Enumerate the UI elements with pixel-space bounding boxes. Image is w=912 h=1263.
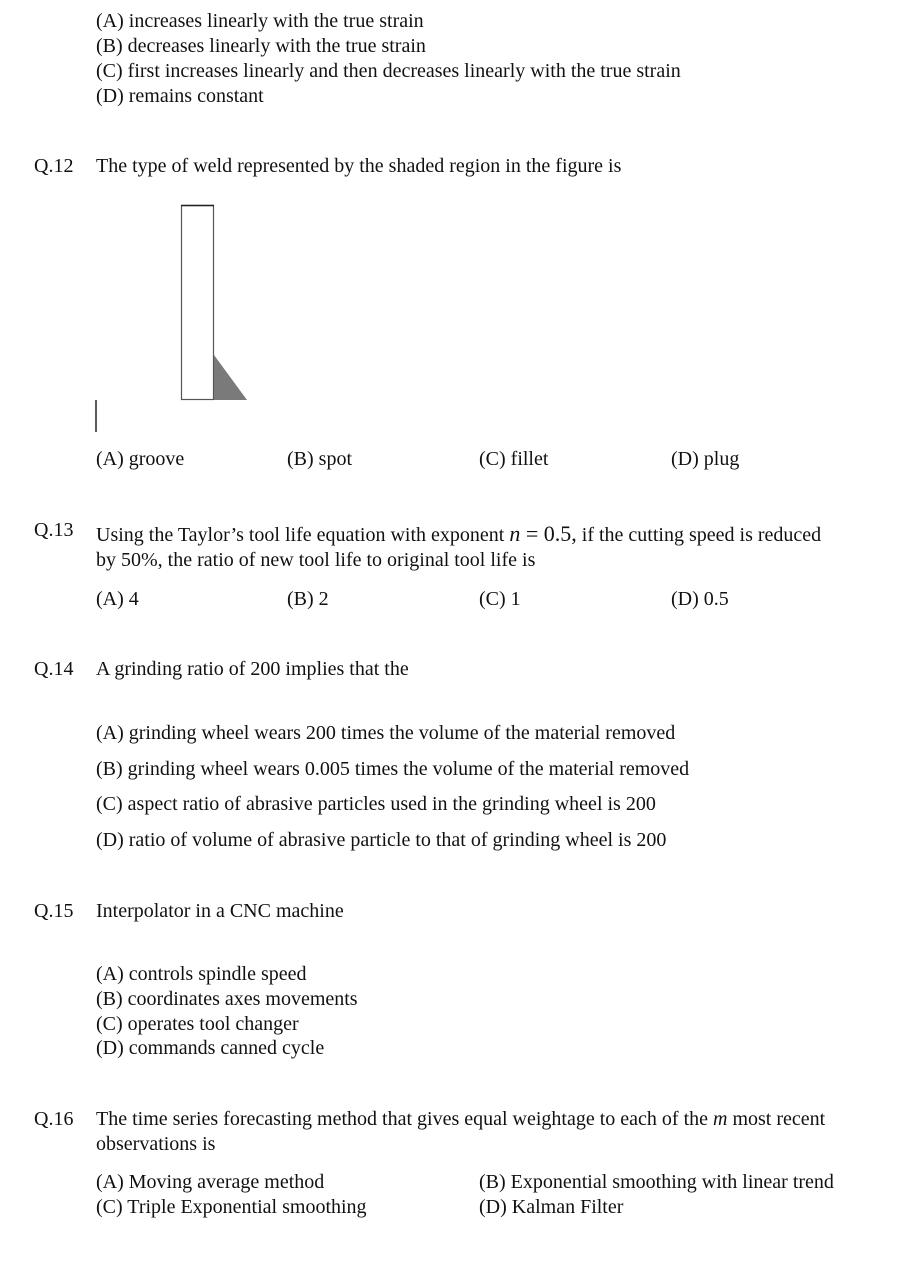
weld-shaded-region <box>214 355 247 400</box>
q12-option-d: (D) plug <box>671 448 740 470</box>
q13-option-b: (B) 2 <box>287 588 329 610</box>
q14-option-a: (A) grinding wheel wears 200 times the volume of the material removed <box>96 722 676 744</box>
q14-option-d: (D) ratio of volume of abrasive particle to that of grinding wheel is 200 <box>96 829 667 851</box>
q12-number: Q.12 <box>34 155 74 177</box>
q12-option-a: (A) groove <box>96 448 185 470</box>
q13-number: Q.13 <box>34 519 74 541</box>
q11-option-b: (B) decreases linearly with the true strain <box>96 35 426 57</box>
q13-option-a: (A) 4 <box>96 588 139 610</box>
q16-text-b: most recent <box>727 1108 826 1130</box>
q12-option-b: (B) spot <box>287 448 352 470</box>
q12-text: The type of weld represented by the shaded region in the figure is <box>96 155 622 177</box>
q12-option-c: (C) fillet <box>479 448 549 470</box>
q13-text-b: if the cutting speed is reduced <box>576 524 822 546</box>
q14-number: Q.14 <box>34 658 74 680</box>
q14-option-c: (C) aspect ratio of abrasive particles used in the grinding wheel is 200 <box>96 793 656 815</box>
q13-math-var: n <box>509 521 521 546</box>
q13-option-c: (C) 1 <box>479 588 521 610</box>
q13-text-a: Using the Taylor’s tool life equation with exponent <box>96 524 505 546</box>
q15-option-d: (D) commands canned cycle <box>96 1037 325 1059</box>
q15-option-c: (C) operates tool changer <box>96 1013 299 1035</box>
q16-option-d: (D) Kalman Filter <box>479 1196 624 1218</box>
q16-option-b: (B) Exponential smoothing with linear trend <box>479 1171 834 1193</box>
q16-line-1 <box>96 1108 825 1131</box>
weld-figure <box>90 198 260 438</box>
q11-option-a: (A) increases linearly with the true strain <box>96 10 424 32</box>
q16-math-var: m <box>713 1108 728 1130</box>
q16-option-c: (C) Triple Exponential smoothing <box>96 1196 367 1218</box>
weld-plate-vertical <box>182 206 214 400</box>
q15-option-a: (A) controls spindle speed <box>96 963 307 985</box>
q14-option-b: (B) grinding wheel wears 0.005 times the volume of the material removed <box>96 758 690 780</box>
q13-equation <box>509 521 576 546</box>
q13-math-rest: = 0.5, <box>520 521 577 546</box>
q16-option-a: (A) Moving average method <box>96 1171 325 1193</box>
q15-text: Interpolator in a CNC machine <box>96 900 344 922</box>
q16-text-a: The time series forecasting method that gives equal weightage to each of the <box>96 1108 714 1130</box>
q15-number: Q.15 <box>34 900 74 922</box>
q11-option-c: (C) first increases linearly and then decreases linearly with the true strain <box>96 60 681 82</box>
q13-option-d: (D) 0.5 <box>671 588 729 610</box>
q14-text: A grinding ratio of 200 implies that the <box>96 658 409 680</box>
q11-option-d: (D) remains constant <box>96 85 264 107</box>
q15-option-b: (B) coordinates axes movements <box>96 988 358 1010</box>
q13-line-2: by 50%, the ratio of new tool life to original tool life is <box>96 549 536 571</box>
q16-line-2: observations is <box>96 1133 216 1155</box>
q13-line-1 <box>96 521 821 547</box>
q16-number: Q.16 <box>34 1108 74 1130</box>
